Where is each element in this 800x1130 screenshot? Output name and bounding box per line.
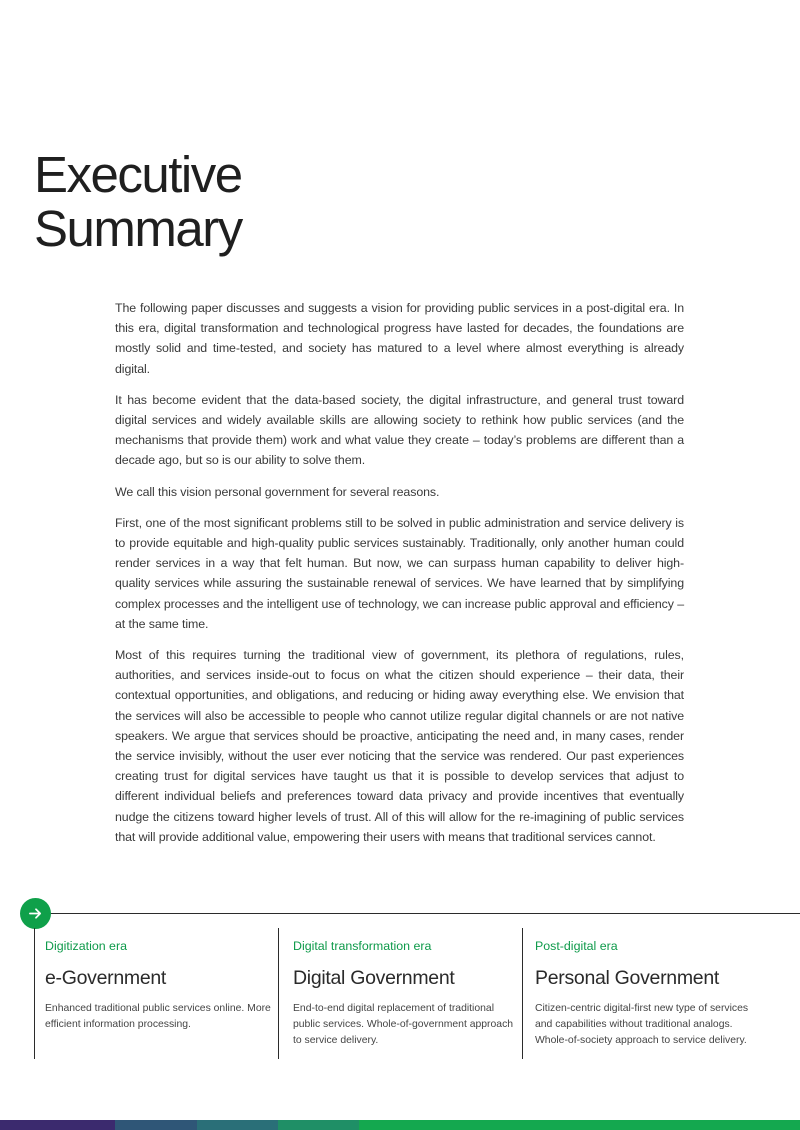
page-title — [34, 148, 242, 256]
footer-bar-segment — [197, 1120, 278, 1130]
era-digitization — [34, 928, 278, 1059]
era-heading: Personal Government — [535, 967, 719, 989]
arrow-right-icon — [20, 898, 51, 929]
era-heading: Digital Government — [293, 967, 455, 989]
era-description: Enhanced traditional public services online. More efficient information processing. — [45, 1003, 271, 1031]
footer-bar-segment — [278, 1120, 359, 1130]
paragraph: Most of this requires turning the traditional view of government, its plethora of regulations, rules, authorities, and services inside-out to focus on what the citizen should experience – their data, their contextual opportunities, and obligations, and reducing or hiding away everything else. We envision that the services will also be accessible to people who cannot utilize regular digital channels or are not native speakers. We argue that services should be proactive, anticipating the need and, in many cases, render the service invisibly, without the user ever noticing that the service was rendered. Our past experiences creating trust for digital services have taught us that it is possible to develop services that adjust to different individual beliefs and preferences toward data privacy and provide incentives that eventually nudge the citizens toward higher levels of trust. All of this will allow for the re-imagining of public services that will provide additional value, empowering their users with means that traditional services cannot. — [115, 648, 684, 844]
era-heading: e-Government — [45, 967, 167, 989]
paragraph: We call this vision personal government for several reasons. — [115, 484, 440, 499]
footer-color-bar — [0, 1120, 800, 1130]
era-description: End-to-end digital replacement of traditional public services. Whole-of-government approach to service delivery. — [293, 1003, 514, 1047]
paragraph: It has become evident that the data-based society, the digital infrastructure, and general trust toward digital services and widely available skills are allowing society to rethink how public services (and the mechanisms that provide them) work and what value they create – today’s problems are different than a decade ago, but so is our ability to solve them. — [115, 392, 684, 468]
era-label: Digital transformation era — [293, 939, 432, 953]
footer-bar-segment — [0, 1120, 115, 1130]
summary-body — [115, 298, 684, 858]
timeline-line — [48, 913, 800, 914]
era-description: Citizen-centric digital-first new type of services and capabilities without traditional analogs. Whole-of-society approach to service delivery. — [535, 1003, 749, 1047]
era-label: Digitization era — [45, 939, 127, 953]
era-label: Post-digital era — [535, 939, 618, 953]
paragraph: First, one of the most significant problems still to be solved in public administration and service delivery is to provide equitable and high-quality public services sustainably. Traditionally, only another human could render services in a way that felt human. But now, we can surpass human capability to deliver high-quality services while assuring the sustainable renewal of services. We have learned that by simplifying complex processes and the intelligent use of technology, we can increase public approval and efficiency – at the same time. — [115, 515, 684, 631]
era-digital-transformation — [278, 928, 522, 1059]
footer-bar-segment — [115, 1120, 197, 1130]
era-post-digital — [522, 928, 762, 1059]
footer-bar-segment — [359, 1120, 800, 1130]
paragraph: The following paper discusses and suggests a vision for providing public services in a post-digital era. In this era, digital transformation and technological progress have lasted for decades, the foundations are mostly solid and time-tested, and society has matured to a level where almost everything is already digital. — [115, 301, 684, 376]
page-title-line-2: Summary — [34, 200, 242, 257]
page-title-line-1: Executive — [34, 146, 242, 203]
